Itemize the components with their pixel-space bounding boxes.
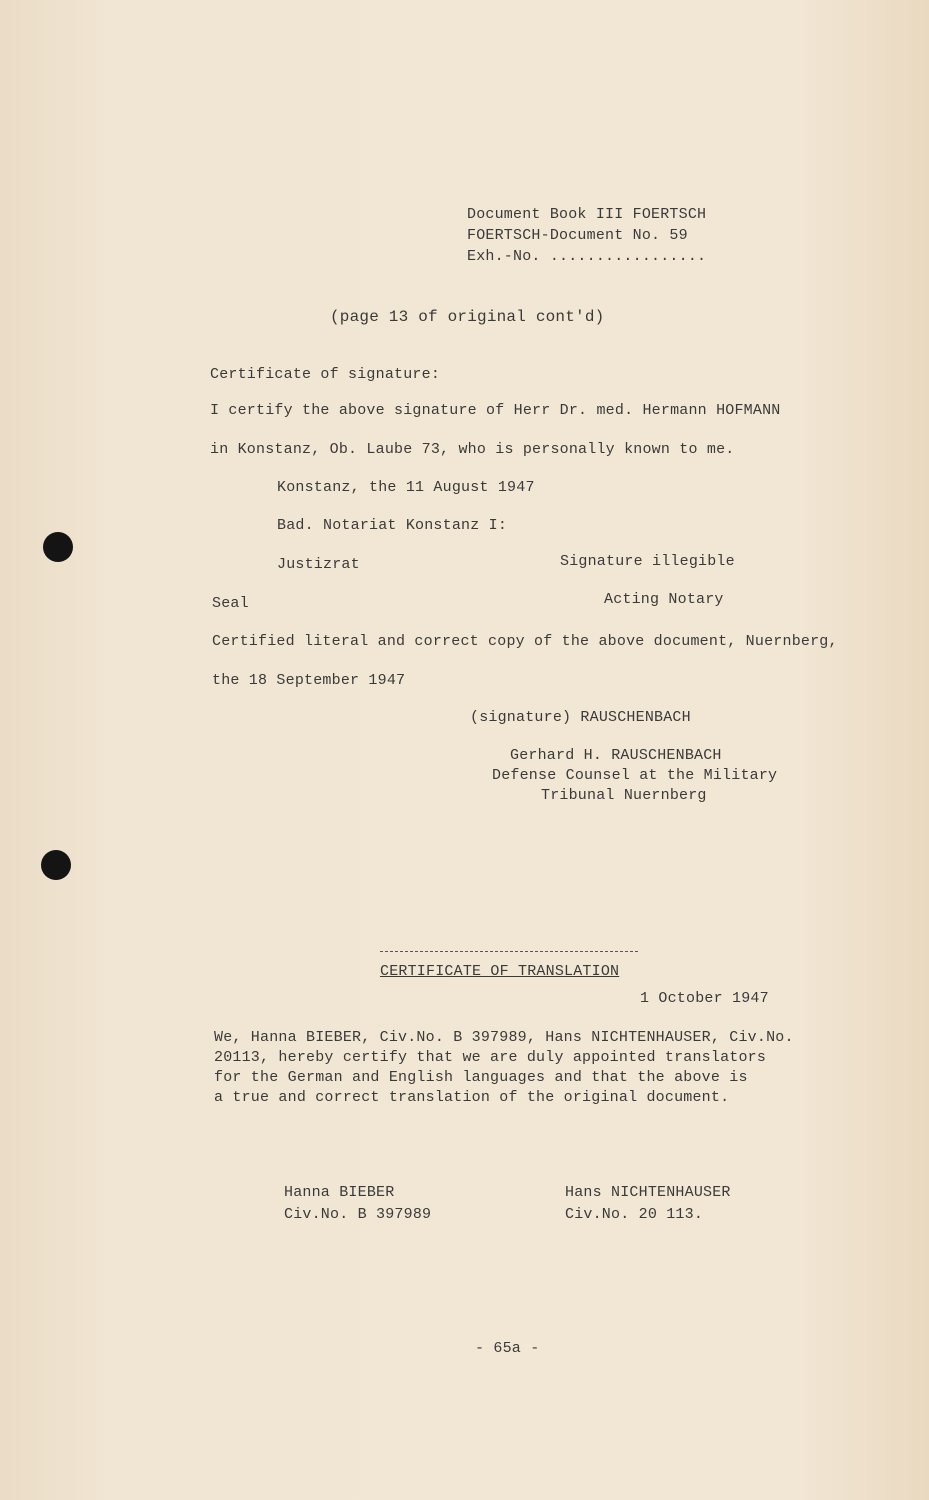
- translation-heading: CERTIFICATE OF TRANSLATION: [380, 963, 620, 980]
- divider-line: [380, 951, 638, 952]
- certificate-heading: Certificate of signature:: [210, 366, 441, 383]
- translator-1-name: Hanna BIEBER: [284, 1184, 395, 1201]
- seal-label: Seal: [212, 595, 249, 612]
- doc-book-line: Document Book III FOERTSCH: [467, 206, 707, 223]
- certificate-line-1: I certify the above signature of Herr Dr. med. Hermann HOFMANN: [210, 402, 781, 419]
- exhibit-number-line: Exh.-No. .................: [467, 248, 707, 265]
- punch-hole: [41, 850, 71, 880]
- copy-certification-line-1: Certified literal and correct copy of the above document, Nuernberg,: [212, 633, 838, 650]
- counsel-signature: (signature) RAUSCHENBACH: [470, 709, 691, 726]
- counsel-name: Gerhard H. RAUSCHENBACH: [510, 747, 722, 764]
- place-date: Konstanz, the 11 August 1947: [277, 479, 535, 496]
- page-number: - 65a -: [475, 1340, 540, 1357]
- translation-body-line-3: for the German and English languages and that the above is: [214, 1069, 748, 1086]
- translation-body-line-2: 20113, hereby certify that we are duly appointed translators: [214, 1049, 767, 1066]
- signature-illegible: Signature illegible: [560, 553, 735, 570]
- acting-notary-label: Acting Notary: [604, 591, 724, 608]
- counsel-role-line-2: Tribunal Nuernberg: [541, 787, 707, 804]
- translator-2-civ-no: Civ.No. 20 113.: [565, 1206, 704, 1223]
- page-continuation-note: (page 13 of original cont'd): [330, 308, 605, 326]
- translator-1-civ-no: Civ.No. B 397989: [284, 1206, 432, 1223]
- counsel-role-line-1: Defense Counsel at the Military: [492, 767, 778, 784]
- certificate-line-2: in Konstanz, Ob. Laube 73, who is personally known to me.: [210, 441, 735, 458]
- notary-office: Bad. Notariat Konstanz I:: [277, 517, 508, 534]
- copy-certification-line-2: the 18 September 1947: [212, 672, 406, 689]
- translator-2-name: Hans NICHTENHAUSER: [565, 1184, 731, 1201]
- justizrat-label: Justizrat: [277, 556, 360, 573]
- translation-body-line-1: We, Hanna BIEBER, Civ.No. B 397989, Hans NICHTENHAUSER, Civ.No.: [214, 1029, 794, 1046]
- doc-number-line: FOERTSCH-Document No. 59: [467, 227, 688, 244]
- translation-date: 1 October 1947: [640, 990, 769, 1007]
- translation-body-line-4: a true and correct translation of the original document.: [214, 1089, 730, 1106]
- punch-hole: [43, 532, 73, 562]
